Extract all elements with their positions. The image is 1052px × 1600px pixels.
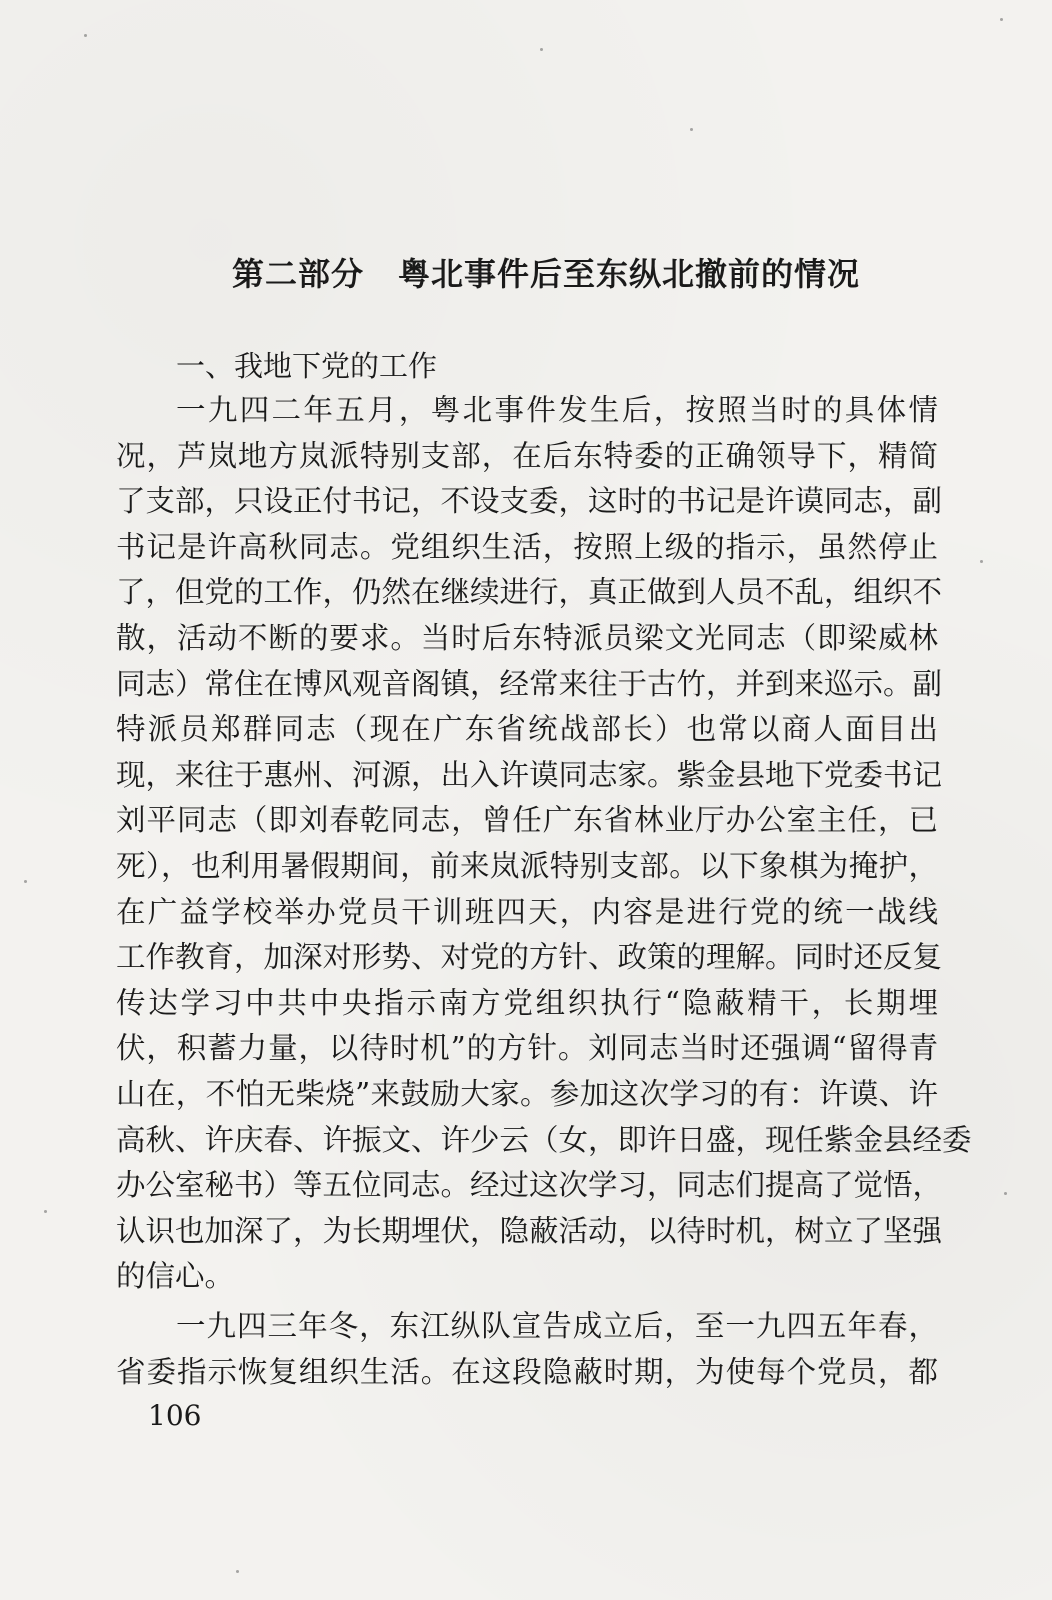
text-line: 高秋、许庆春、许振文、许少云（女，即许日盛，现任紫金县经委 — [116, 1122, 972, 1157]
scan-speck — [24, 880, 27, 883]
text-line: 认识也加深了，为长期埋伏，隐蔽活动，以待时机，树立了坚强 — [116, 1213, 943, 1248]
part-title — [232, 252, 861, 296]
scan-speck — [236, 1570, 239, 1573]
part-label: 第二部分 — [232, 255, 365, 293]
text-line: 在广益学校举办党员干训班四天，内容是进行党的统一战线 — [116, 894, 938, 929]
text-line: 了，但党的工作，仍然在继续进行，真正做到人员不乱，组织不 — [116, 575, 943, 610]
scan-speck — [540, 48, 543, 51]
text-line: 工作教育，加深对形势、对党的方针、政策的理解。同时还反复 — [116, 940, 943, 975]
scan-speck — [44, 1210, 47, 1213]
part-title-text: 粤北事件后至东纵北撤前的情况 — [398, 255, 861, 293]
text-line: 一九四三年冬，东江纵队宣告成立后，至一九四五年春， — [176, 1309, 938, 1343]
paragraph-1 — [116, 388, 972, 1300]
text-line: 刘平同志（即刘春乾同志，曾任广东省林业厅办公室主任，已 — [116, 803, 938, 838]
text-line: 的信心。 — [116, 1259, 235, 1294]
text-line: 死），也利用暑假期间，前来岚派特别支部。以下象棋为掩护， — [116, 848, 938, 883]
text-line: 现，来往于惠州、河源，出入许谟同志家。紫金县地下党委书记 — [116, 757, 943, 792]
text-line: 传达学习中共中央指示南方党组织执行“隐蔽精干，长期埋 — [116, 985, 938, 1020]
paragraph-2 — [116, 1304, 938, 1395]
scan-speck — [84, 34, 87, 37]
text-line: 了支部，只设正付书记，不设支委，这时的书记是许谟同志，副 — [116, 484, 943, 519]
scan-speck — [1004, 1192, 1007, 1195]
text-line: 况，芦岚地方岚派特别支部，在后东特委的正确领导下，精简 — [116, 438, 938, 473]
section-heading: 一、我地下党的工作 — [176, 349, 438, 383]
text-line: 伏，积蓄力量，以待时机”的方针。刘同志当时还强调“留得青 — [116, 1031, 938, 1066]
text-line: 山在，不怕无柴烧”来鼓励大家。参加这次学习的有：许谟、许 — [116, 1076, 938, 1111]
text-line: 书记是许高秋同志。党组织生活，按照上级的指示，虽然停止 — [116, 529, 938, 564]
text-line: 散，活动不断的要求。当时后东特派员梁文光同志（即梁威林 — [116, 620, 938, 655]
text-line: 特派员郑群同志（现在广东省统战部长）也常以商人面目出 — [116, 712, 938, 747]
text-line: 办公室秘书）等五位同志。经过这次学习，同志们提高了觉悟， — [116, 1168, 943, 1203]
text-line: 省委指示恢复组织生活。在这段隐蔽时期，为使每个党员，都 — [116, 1354, 938, 1389]
scan-speck — [980, 560, 983, 563]
text-line: 一九四二年五月，粤北事件发生后，按照当时的具体情 — [176, 393, 938, 427]
scan-speck — [1000, 18, 1003, 21]
page-number: 106 — [148, 1399, 202, 1432]
text-line: 同志）常住在博风观音阁镇，经常来往于古竹，并到来巡示。副 — [116, 666, 943, 701]
scan-speck — [690, 128, 693, 131]
